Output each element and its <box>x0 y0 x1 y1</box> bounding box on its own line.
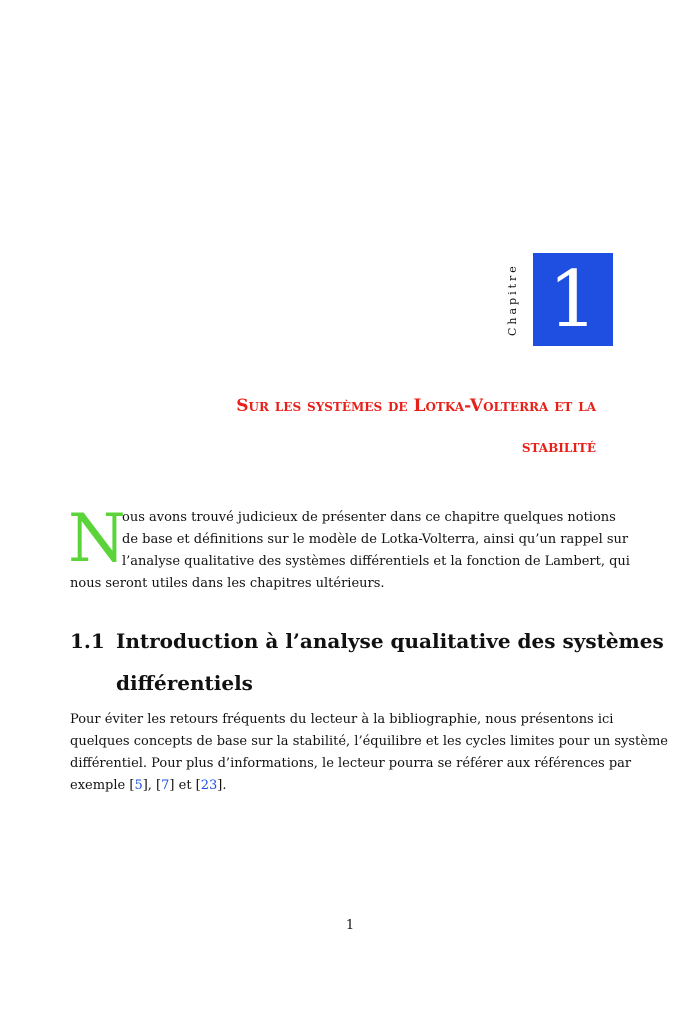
chapter-number: 1 <box>548 254 598 345</box>
line-4-separator: ], [ <box>142 778 162 793</box>
chapter-label: Chapitre <box>506 263 519 337</box>
chapter-title-line-1: Sur les systèmes de Lotka-Volterra et la <box>236 396 596 416</box>
line-4-prefix: exemple [ <box>70 778 135 793</box>
section-line-3: différentiel. Pour plus d’informations, le lecteur pourra se référer aux références par <box>70 756 632 771</box>
chapter-number-box <box>533 253 613 346</box>
line-4-separator: ] et [ <box>169 778 201 793</box>
section-line-1: Pour éviter les retours fréquents du lecteur à la bibliographie, nous présentons ici <box>70 712 614 727</box>
line-4-suffix: ]. <box>217 778 227 793</box>
intro-line-1: ous avons trouvé judicieux de présenter dans ce chapitre quelques notions <box>122 510 616 525</box>
intro-line-2: de base et définitions sur le modèle de Lotka-Volterra, ainsi qu’un rappel sur <box>122 532 629 547</box>
citation-link[interactable]: 23 <box>200 778 218 793</box>
section-number: 1.1 <box>70 629 105 653</box>
drop-cap: N <box>68 500 126 577</box>
section-line-2: quelques concepts de base sur la stabilité, l’équilibre et les cycles limites pour un système <box>70 734 668 749</box>
page-number: 1 <box>345 918 355 933</box>
intro-line-4: nous seront utiles dans les chapitres ultérieurs. <box>70 576 385 591</box>
chapter-title-line-2: stabilité <box>521 437 596 457</box>
section-title-line-1: Introduction à l’analyse qualitative des systèmes <box>116 629 664 653</box>
section-line-4 <box>70 779 227 792</box>
section-title-line-2: différentiels <box>116 671 253 695</box>
intro-line-3: l’analyse qualitative des systèmes différentiels et la fonction de Lambert, qui <box>122 554 630 569</box>
citation-link[interactable]: 5 <box>134 778 143 793</box>
citation-link[interactable]: 7 <box>161 778 170 793</box>
